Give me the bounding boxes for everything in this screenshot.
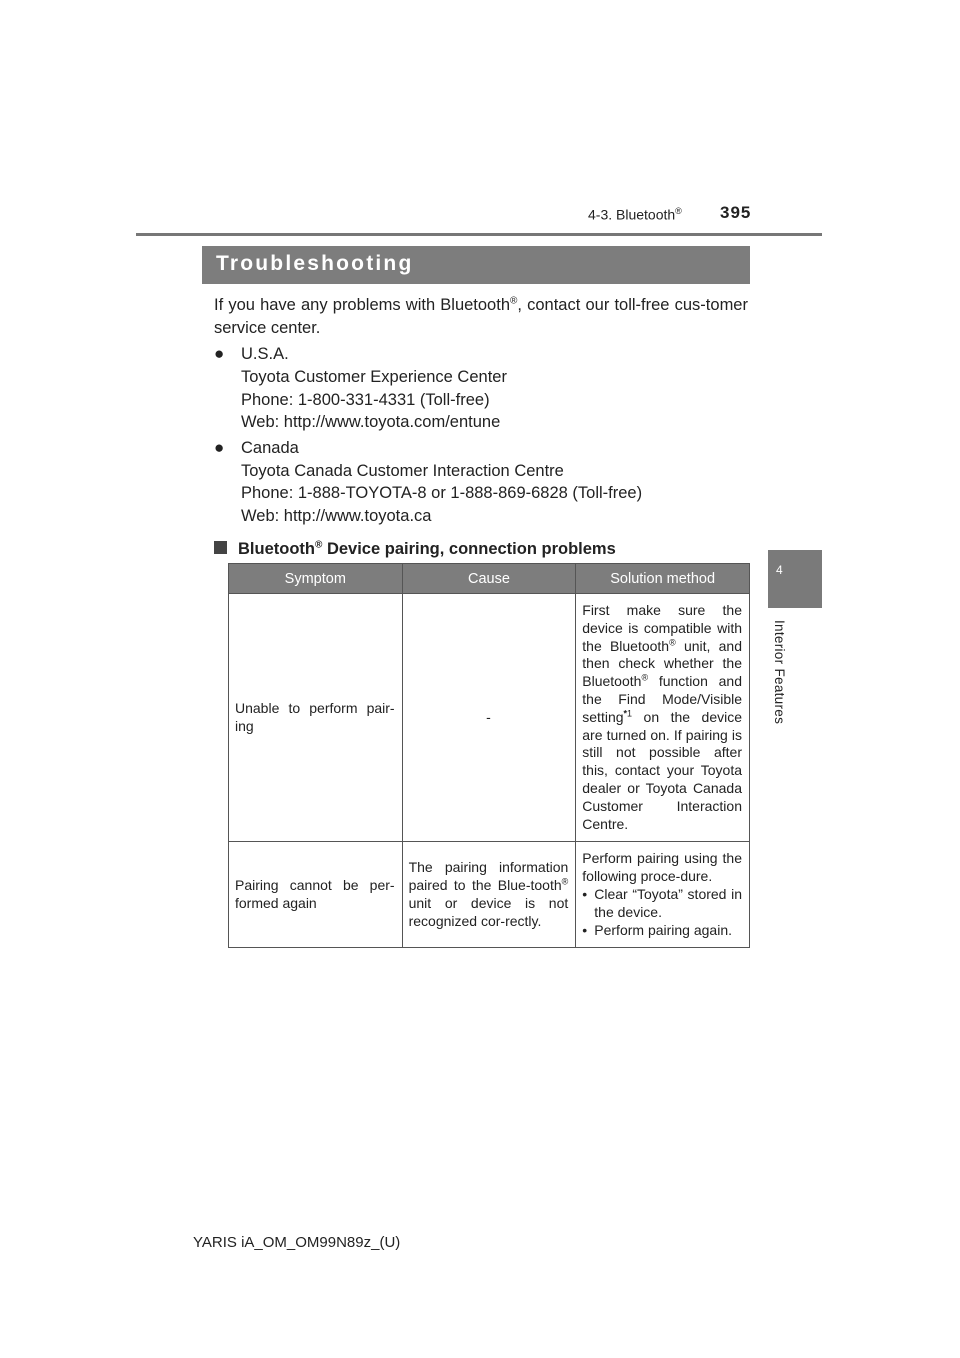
list-item: • Clear “Toyota” stored in the device. <box>582 885 742 920</box>
body-content <box>214 294 748 561</box>
bullet-icon: ● <box>214 344 225 363</box>
bullet-icon: • <box>582 885 588 902</box>
chapter-number: 4 <box>776 563 783 577</box>
section-title-bar <box>202 246 750 284</box>
contact-usa <box>214 342 748 434</box>
intro-paragraph <box>214 294 748 340</box>
section-label: 4-3. Bluetooth <box>588 206 676 223</box>
list-item: • Perform pairing again. <box>582 921 733 938</box>
cause-cell: - <box>402 594 576 842</box>
contact-web: Web: http://www.toyota.com/entune <box>241 413 501 431</box>
subheading-text: Device pairing, connection problems <box>322 540 616 558</box>
table-row <box>229 594 750 842</box>
page-number: 395 <box>720 203 752 222</box>
square-bullet-icon <box>214 541 227 554</box>
chapter-tab <box>768 550 822 608</box>
subheading-text: Bluetooth <box>238 540 315 558</box>
contact-web: Web: http://www.toyota.ca <box>241 506 432 525</box>
registered-mark: ® <box>675 206 682 216</box>
contact-canada <box>214 436 748 528</box>
solution-intro: Perform pairing using the following proce-dure. <box>582 850 742 885</box>
symptom-cell: Pairing cannot be per-formed again <box>229 842 403 948</box>
solution-cell <box>576 842 750 948</box>
contact-phone: Phone: 1-888-TOYOTA-8 or 1-888-869-6828 (Toll-free) <box>241 484 643 502</box>
solution-cell: First make sure the device is compatible with the Bluetooth® unit, and then check whether the Bluetooth® function and the Find Mode/Visible setting$^{*1}$ on the device are turned on. If pairing is still not possible after this, contact your Toyota dealer or Toyota Canada Customer Interaction Centre. <box>576 594 750 842</box>
registered-mark: ® <box>314 539 323 551</box>
subheading <box>214 537 748 561</box>
symptom-cell: Unable to perform pair-ing <box>229 594 403 842</box>
column-header: Cause <box>402 564 576 594</box>
header-rule <box>136 233 822 236</box>
registered-mark: ® <box>510 295 518 307</box>
contact-line: Toyota Canada Customer Interaction Centre <box>241 461 564 480</box>
cause-cell: The pairing information paired to the Blue-tooth® unit or device is not recognized cor-rectly. <box>402 842 576 948</box>
contact-phone: Phone: 1-800-331-4331 (Toll-free) <box>241 390 490 409</box>
contact-line: Toyota Customer Experience Center <box>241 368 507 386</box>
column-header: Symptom <box>229 564 403 594</box>
contact-region: Canada <box>241 438 299 457</box>
intro-text: , contact our toll-free cus-tomer service center. <box>214 296 748 337</box>
contact-region: U.S.A. <box>241 345 289 363</box>
document-code: YARIS iA_OM_OM99N89z_(U) <box>193 1234 401 1251</box>
section-header <box>588 206 682 223</box>
table-header-row <box>229 564 750 594</box>
chapter-label: Interior Features <box>772 620 787 725</box>
bullet-icon: • <box>582 921 588 938</box>
page-title: Troubleshooting <box>216 252 414 275</box>
table-row <box>229 842 750 948</box>
bullet-icon: ● <box>214 437 225 457</box>
column-header: Solution method <box>576 564 750 594</box>
intro-text: If you have any problems with Bluetooth <box>214 296 510 314</box>
troubleshooting-table <box>228 563 750 948</box>
